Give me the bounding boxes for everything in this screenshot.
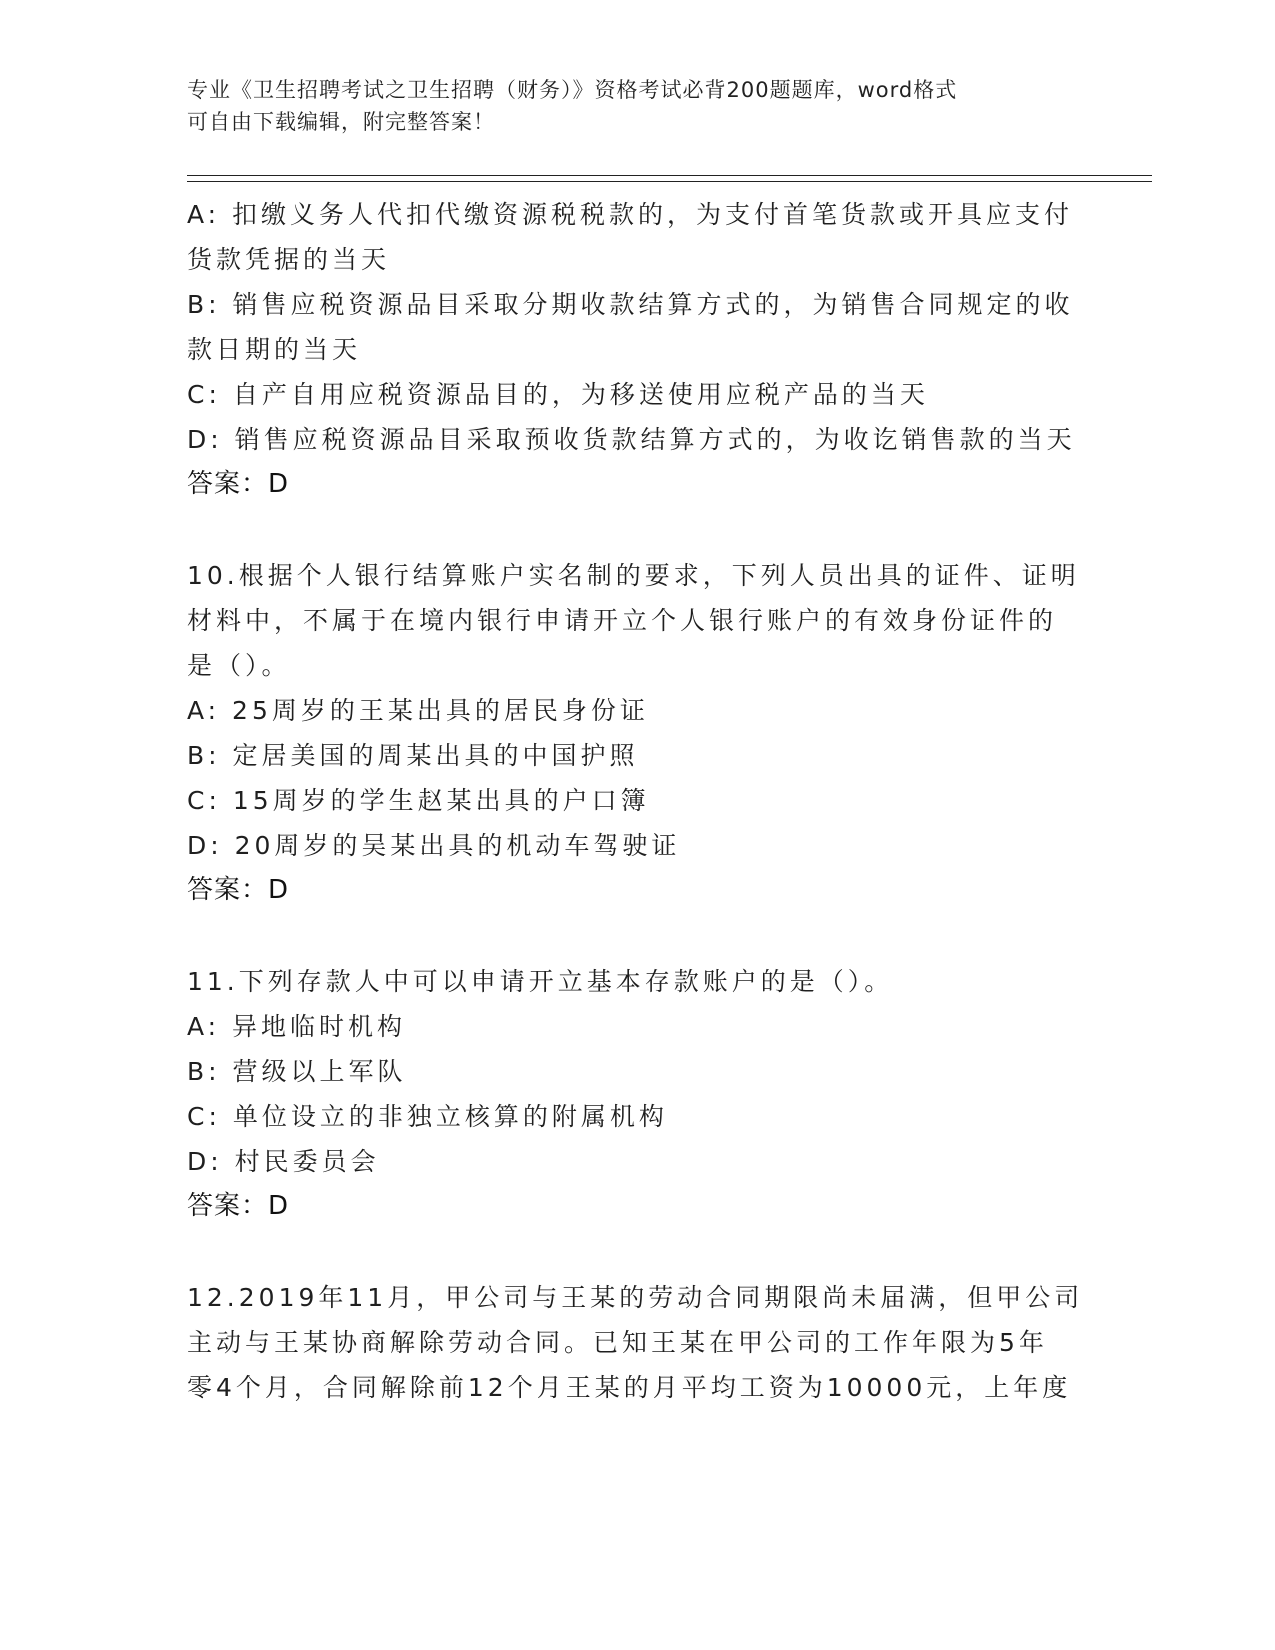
header-title-line-2: 可自由下载编辑，附完整答案！ [187, 110, 495, 134]
document-body [187, 192, 1084, 1410]
question-12-block [187, 1275, 1084, 1410]
question-11-block [187, 959, 1067, 1229]
q11-stem: 11.下列存款人中可以申请开立基本存款账户的是（）。 [187, 967, 894, 996]
q9-option-d: D: 销售应税资源品目采取预收货款结算方式的，为收讫销售款的当天 [187, 425, 1076, 454]
q9-answer: 答案：D [187, 469, 290, 499]
q12-stem-line-3: 零4个月，合同解除前12个月王某的月平均工资为10000元，上年度 [187, 1373, 1072, 1402]
q11-option-d: D: 村民委员会 [187, 1147, 380, 1176]
page-header [187, 74, 1067, 138]
q10-option-c: C: 15周岁的学生赵某出具的户口簿 [187, 786, 650, 815]
question-spacer [187, 507, 1067, 553]
header-divider-bottom [187, 181, 1152, 182]
question-spacer [187, 1229, 1067, 1275]
q11-answer: 答案：D [187, 1191, 290, 1221]
q9-option-b-line-1: B: 销售应税资源品目采取分期收款结算方式的，为销售合同规定的收 [187, 290, 1074, 319]
q11-option-a: A: 异地临时机构 [187, 1012, 407, 1041]
q10-option-a: A: 25周岁的王某出具的居民身份证 [187, 696, 649, 725]
header-title-line-1: 专业《卫生招聘考试之卫生招聘（财务）》资格考试必背200题题库，word格式 [187, 78, 958, 102]
q10-stem-line-3: 是（）。 [187, 651, 291, 680]
q12-stem-line-2: 主动与王某协商解除劳动合同。已知王某在甲公司的工作年限为5年 [187, 1328, 1048, 1357]
question-10-block [187, 553, 1080, 913]
q10-option-d: D: 20周岁的吴某出具的机动车驾驶证 [187, 831, 681, 860]
q10-stem-line-1: 10.根据个人银行结算账户实名制的要求，下列人员出具的证件、证明 [187, 561, 1080, 590]
q10-answer: 答案：D [187, 875, 290, 905]
q9-option-a-line-1: A: 扣缴义务人代扣代缴资源税税款的，为支付首笔货款或开具应支付 [187, 200, 1074, 229]
q12-stem-line-1: 12.2019年11月，甲公司与王某的劳动合同期限尚未届满，但甲公司 [187, 1283, 1084, 1312]
question-9-block [187, 192, 1076, 507]
q9-option-a-line-2: 货款凭据的当天 [187, 245, 391, 274]
q9-option-b-line-2: 款日期的当天 [187, 335, 362, 364]
question-spacer [187, 913, 1067, 959]
q11-option-c: C: 单位设立的非独立核算的附属机构 [187, 1102, 668, 1131]
q10-stem-line-2: 材料中，不属于在境内银行申请开立个人银行账户的有效身份证件的 [187, 606, 1058, 635]
q11-option-b: B: 营级以上军队 [187, 1057, 407, 1086]
q10-option-b: B: 定居美国的周某出具的中国护照 [187, 741, 639, 770]
header-divider-top [187, 175, 1152, 176]
q9-option-c: C: 自产自用应税资源品目的，为移送使用应税产品的当天 [187, 380, 929, 409]
